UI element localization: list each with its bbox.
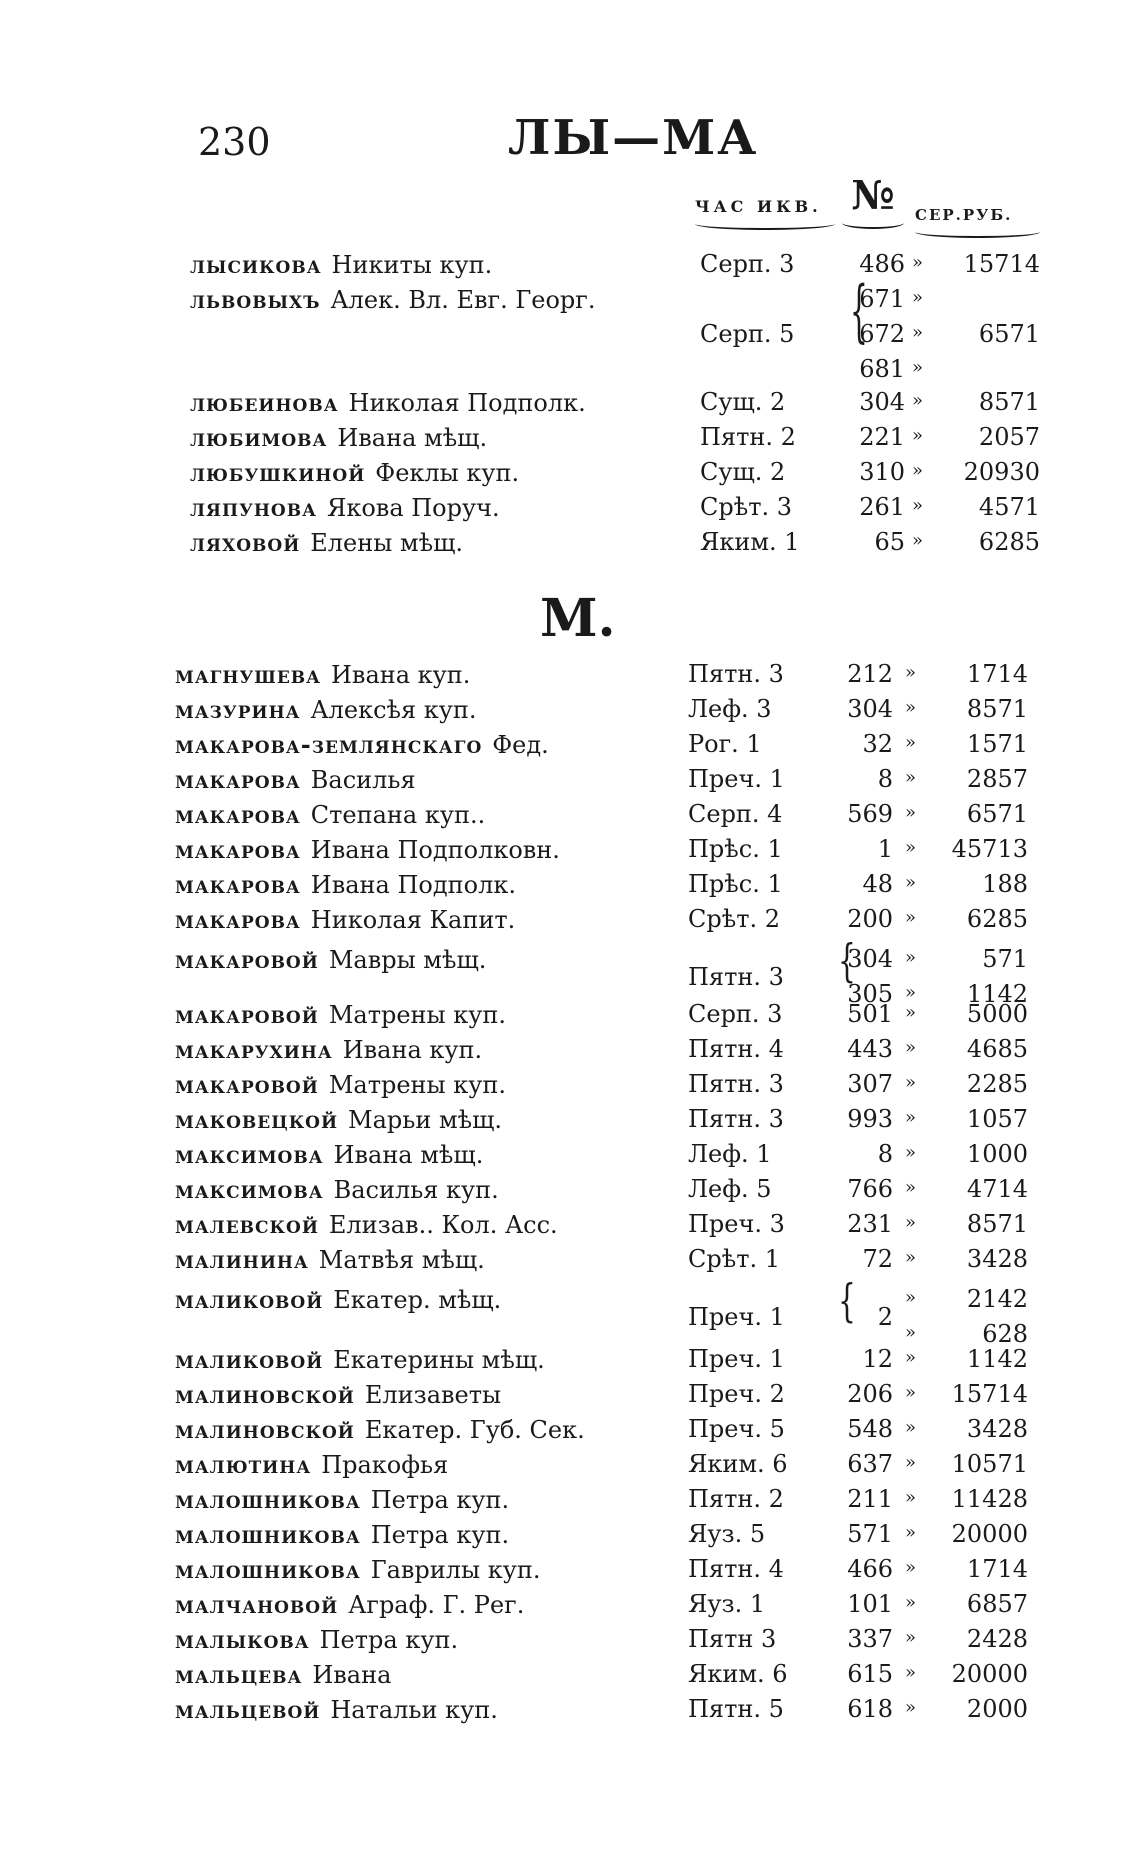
entry-given-name: Петра куп. [370, 1521, 510, 1549]
entry-given-name: Никиты куп. [331, 251, 493, 279]
entry-name [175, 1210, 558, 1239]
entry-parish: Прѣс. 1 [688, 870, 783, 898]
entry-given-name: Ивана Подполк. [310, 871, 516, 899]
entry-number: 672 [859, 320, 905, 348]
entry-parish: Яуз. 1 [688, 1590, 766, 1618]
entry-name [175, 1450, 448, 1479]
entry-mark: » [905, 982, 917, 1003]
entry-amount: 20000 [951, 1520, 1028, 1548]
entry-number: 65 [874, 528, 905, 556]
entry-surname: маликовой [175, 1345, 324, 1374]
entry-surname: макаровой [175, 945, 319, 974]
entry-surname: макаровой [175, 1000, 319, 1029]
entry-surname: максимова [175, 1140, 324, 1169]
entry-name [190, 458, 519, 487]
column-header-rub [915, 206, 1040, 238]
entry-parish: Пятн. 4 [688, 1035, 784, 1063]
entry-amount: 1571 [966, 730, 1028, 758]
entry-number: 221 [859, 423, 905, 451]
entry-mark: » [905, 1002, 917, 1023]
entry-amount: 2057 [978, 423, 1040, 451]
entry-mark: » [912, 390, 924, 411]
entry-given-name: Натальи куп. [330, 1696, 498, 1724]
entry-surname: малиновской [175, 1415, 355, 1444]
section-letter: М. [540, 588, 616, 649]
entry-parish: Пятн 3 [688, 1625, 777, 1653]
entry-surname: ляховой [190, 528, 301, 557]
entry-surname: малютина [175, 1450, 312, 1479]
entry-name [190, 250, 492, 279]
entry-surname: мальцевой [175, 1695, 321, 1724]
entry-given-name: Екатер. Губ. Сек. [364, 1416, 585, 1444]
entry-amount: 4685 [966, 1035, 1028, 1063]
entry-given-name: Пракофья [321, 1451, 449, 1479]
entry-surname: магнушева [175, 660, 321, 689]
entry-given-name: Гаврилы куп. [370, 1556, 541, 1584]
entry-given-name: Василья [310, 766, 416, 794]
entry-parish: Преч. 1 [688, 1345, 785, 1373]
entry-number: 305 [847, 980, 893, 1008]
entry-parish: Прѣс. 1 [688, 835, 783, 863]
entry-mark: » [905, 802, 917, 823]
entry-number: 443 [847, 1035, 893, 1063]
entry-given-name: Екатер. мѣщ. [333, 1286, 502, 1314]
entry-surname: макаровой [175, 1070, 319, 1099]
entry-surname: ляпунова [190, 493, 317, 522]
entry-given-name: Петра куп. [319, 1626, 459, 1654]
entry-name [190, 388, 586, 417]
entry-amount: 571 [982, 945, 1028, 973]
entry-name [190, 285, 596, 314]
entry-given-name: Ивана Подполковн. [310, 836, 560, 864]
entry-name [175, 1590, 524, 1619]
entry-mark: » [905, 1322, 917, 1343]
entry-amount: 6285 [978, 528, 1040, 556]
entry-amount: 10571 [951, 1450, 1028, 1478]
page-number: 230 [198, 120, 271, 164]
entry-given-name: Степана куп.. [310, 801, 486, 829]
entry-amount: 6285 [966, 905, 1028, 933]
running-head: ЛЫ—МА [508, 110, 759, 166]
entry-amount: 6571 [978, 320, 1040, 348]
entry-amount: 2285 [966, 1070, 1028, 1098]
entry-surname: макарова [175, 905, 301, 934]
entry-surname: макарова [175, 835, 301, 864]
entry-mark: » [912, 357, 924, 378]
entry-given-name: Ивана куп. [342, 1036, 483, 1064]
entry-parish: Леф. 5 [688, 1175, 772, 1203]
entry-surname: маликовой [175, 1285, 324, 1314]
entry-surname: макарова [175, 765, 301, 794]
entry-amount: 45713 [951, 835, 1028, 863]
entry-parish: Преч. 3 [688, 1210, 785, 1238]
entry-name [175, 1660, 391, 1689]
entry-surname: малиновской [175, 1380, 355, 1409]
column-header-rub-label: СЕР.РУБ. [915, 206, 1013, 224]
entry-number: 766 [847, 1175, 893, 1203]
entry-mark: » [905, 732, 917, 753]
entry-parish: Пятн. 4 [688, 1555, 784, 1583]
entry-brace: { [838, 1274, 856, 1327]
entry-parish: Пятн. 3 [688, 660, 784, 688]
entry-name [175, 1035, 482, 1064]
entry-surname: мазурина [175, 695, 301, 724]
entry-mark: » [905, 662, 917, 683]
entry-amount: 4714 [966, 1175, 1028, 1203]
entry-parish: Срѣт. 2 [688, 905, 781, 933]
entry-number: 466 [847, 1555, 893, 1583]
entry-parish: Леф. 3 [688, 695, 772, 723]
entry-number: 307 [847, 1070, 893, 1098]
entry-given-name: Матвѣя мѣщ. [318, 1246, 485, 1274]
entry-mark: » [912, 460, 924, 481]
entry-parish: Серп. 5 [700, 320, 795, 348]
entry-amount: 2000 [966, 1695, 1028, 1723]
entry-given-name: Матрены куп. [328, 1001, 507, 1029]
entry-number: 486 [859, 250, 905, 278]
entry-mark: » [905, 837, 917, 858]
entry-number: 212 [847, 660, 893, 688]
entry-number: 681 [859, 355, 905, 383]
entry-mark: » [905, 1177, 917, 1198]
entry-given-name: Николая Подполк. [348, 389, 586, 417]
entry-given-name: Матрены куп. [328, 1071, 507, 1099]
entry-number: 2 [877, 1302, 893, 1331]
entry-given-name: Ивана мѣщ. [333, 1141, 484, 1169]
entry-amount: 15714 [963, 250, 1040, 278]
entry-parish: Пятн. 3 [688, 1105, 784, 1133]
entry-mark: » [905, 1557, 917, 1578]
entry-given-name: Алексѣя куп. [310, 696, 477, 724]
entry-name [175, 1520, 509, 1549]
entry-number: 571 [847, 1520, 893, 1548]
entry-given-name: Екатерины мѣщ. [333, 1346, 545, 1374]
entry-amount: 8571 [978, 388, 1040, 416]
entry-surname: мальцева [175, 1660, 303, 1689]
entry-mark: » [905, 1347, 917, 1368]
entry-amount: 1714 [966, 660, 1028, 688]
entry-number: 310 [859, 458, 905, 486]
entry-mark: » [905, 1072, 917, 1093]
entry-parish: Леф. 1 [688, 1140, 772, 1168]
entry-mark: » [905, 1107, 917, 1128]
entry-parish: Преч. 1 [688, 1302, 785, 1331]
entry-given-name: Ивана [312, 1661, 392, 1689]
entry-amount: 11428 [951, 1485, 1028, 1513]
entry-surname: макарухина [175, 1035, 333, 1064]
entry-amount: 1057 [966, 1105, 1028, 1133]
entry-name [175, 660, 470, 689]
entry-mark: » [905, 1592, 917, 1613]
entry-given-name: Елены мѣщ. [310, 529, 464, 557]
entry-parish: Пятн. 5 [688, 1695, 784, 1723]
entry-mark: » [905, 1382, 917, 1403]
entry-mark: » [905, 907, 917, 928]
entry-surname: любимова [190, 423, 328, 452]
entry-surname: львовыхъ [190, 285, 321, 314]
entry-number: 548 [847, 1415, 893, 1443]
entry-mark: » [905, 1452, 917, 1473]
entry-given-name: Якова Поруч. [326, 494, 500, 522]
entry-parish: Яким. 6 [688, 1660, 788, 1688]
entry-surname: маковецкой [175, 1105, 339, 1134]
entry-number: 8 [877, 1140, 893, 1168]
entry-number: 501 [847, 1000, 893, 1028]
column-header-parish [695, 197, 835, 230]
entry-number: 615 [847, 1660, 893, 1688]
entry-given-name: Мавры мѣщ. [328, 946, 487, 974]
column-header-parish-label: ЧАС ИКВ. [695, 197, 822, 216]
entry-surname: малошникова [175, 1520, 361, 1549]
entry-amount: 6857 [966, 1590, 1028, 1618]
entry-given-name: Феклы куп. [375, 459, 520, 487]
entry-amount: 1142 [966, 1345, 1028, 1373]
entry-surname: максимова [175, 1175, 324, 1204]
entry-mark: » [912, 530, 924, 551]
entry-given-name: Алек. Вл. Евг. Георг. [330, 286, 596, 314]
entry-name [175, 1555, 540, 1584]
entry-given-name: Ивана мѣщ. [337, 424, 488, 452]
entry-name [175, 800, 485, 829]
entry-number: 200 [847, 905, 893, 933]
entry-number: 993 [847, 1105, 893, 1133]
entry-name [175, 945, 486, 974]
entry-mark: » [905, 1697, 917, 1718]
entry-number: 1 [877, 835, 893, 863]
entry-parish: Сущ. 2 [700, 458, 786, 486]
entry-parish: Сущ. 2 [700, 388, 786, 416]
entry-number: 48 [862, 870, 893, 898]
entry-mark: » [905, 1037, 917, 1058]
entry-mark: » [905, 1522, 917, 1543]
entry-parish: Серп. 4 [688, 800, 783, 828]
entry-number: 101 [847, 1590, 893, 1618]
entry-given-name: Марьи мѣщ. [348, 1106, 503, 1134]
entry-mark: » [905, 1417, 917, 1438]
entry-parish: Пятн. 3 [688, 962, 784, 991]
entry-mark: » [905, 1142, 917, 1163]
entry-amount: 3428 [966, 1245, 1028, 1273]
entry-name [175, 1175, 499, 1204]
entry-amount: 20930 [963, 458, 1040, 486]
entry-name [175, 870, 516, 899]
entry-surname: любеинова [190, 388, 339, 417]
entry-number: 12 [862, 1345, 893, 1373]
entry-number: 618 [847, 1695, 893, 1723]
entry-mark: » [905, 1627, 917, 1648]
entry-name [175, 1285, 501, 1314]
entry-name [175, 765, 416, 794]
entry-number: 206 [847, 1380, 893, 1408]
entry-name [175, 1105, 502, 1134]
entry-surname: малчановой [175, 1590, 339, 1619]
entry-given-name: Елизав.. Кол. Асс. [328, 1211, 558, 1239]
entry-parish: Серп. 3 [700, 250, 795, 278]
entry-surname: любушкиной [190, 458, 366, 487]
entry-parish: Преч. 5 [688, 1415, 785, 1443]
entry-name [190, 423, 487, 452]
entry-number: 304 [847, 695, 893, 723]
entry-mark: » [912, 425, 924, 446]
column-header-number [842, 172, 904, 229]
entry-mark: » [905, 767, 917, 788]
entry-mark: » [905, 872, 917, 893]
entry-name [175, 695, 477, 724]
entry-name [175, 1625, 458, 1654]
entry-number: 569 [847, 800, 893, 828]
entry-name [175, 1415, 585, 1444]
entry-amount: 8571 [966, 695, 1028, 723]
entry-surname: малошникова [175, 1555, 361, 1584]
entry-given-name: Петра куп. [370, 1486, 510, 1514]
entry-amount: 1000 [966, 1140, 1028, 1168]
entry-surname: малошникова [175, 1485, 361, 1514]
entry-surname: малевской [175, 1210, 319, 1239]
entry-given-name: Ивана куп. [331, 661, 471, 689]
entry-name [175, 1695, 498, 1724]
entry-amount: 1142 [966, 980, 1028, 1008]
entry-parish: Рог. 1 [688, 730, 762, 758]
entry-number: 671 [859, 285, 905, 313]
entry-given-name: Елизаветы [364, 1381, 502, 1409]
entry-number: 304 [847, 945, 893, 973]
entry-name [190, 528, 463, 557]
entry-name [175, 1485, 509, 1514]
entry-mark: » [905, 1662, 917, 1683]
entry-name [175, 1000, 506, 1029]
entry-number: 72 [862, 1245, 893, 1273]
entry-mark: » [905, 1287, 917, 1308]
entry-mark: » [905, 947, 917, 968]
entry-parish: Пятн. 2 [700, 423, 796, 451]
entry-given-name: Аграф. Г. Рег. [348, 1591, 525, 1619]
entry-name [175, 1070, 506, 1099]
entry-parish: Яким. 1 [700, 528, 800, 556]
entry-parish: Серп. 3 [688, 1000, 783, 1028]
entry-amount: 3428 [966, 1415, 1028, 1443]
entry-amount: 1714 [966, 1555, 1028, 1583]
entry-given-name: Николая Капит. [310, 906, 516, 934]
entry-parish: Яуз. 5 [688, 1520, 766, 1548]
entry-name [175, 730, 549, 759]
entry-amount: 628 [982, 1320, 1028, 1348]
entry-number: 231 [847, 1210, 893, 1238]
entry-name [175, 905, 515, 934]
entry-surname: макарова [175, 800, 301, 829]
entry-amount: 188 [982, 870, 1028, 898]
entry-number: 304 [859, 388, 905, 416]
entry-parish: Пятн. 3 [688, 1070, 784, 1098]
entry-amount: 5000 [966, 1000, 1028, 1028]
entry-amount: 15714 [951, 1380, 1028, 1408]
entry-mark: » [912, 252, 924, 273]
entry-given-name: Фед. [492, 731, 549, 759]
entry-surname: макарова [175, 870, 301, 899]
entry-number: 8 [877, 765, 893, 793]
entry-mark: » [905, 1487, 917, 1508]
entry-mark: » [912, 322, 924, 343]
entry-amount: 4571 [978, 493, 1040, 521]
entry-name [175, 1140, 483, 1169]
entry-brace: { [850, 271, 868, 351]
entry-surname: малыкова [175, 1625, 310, 1654]
column-header-brace [915, 226, 1040, 238]
entry-number: 337 [847, 1625, 893, 1653]
entry-name [175, 1245, 485, 1274]
entry-parish: Преч. 2 [688, 1380, 785, 1408]
entry-parish: Срѣт. 3 [700, 493, 793, 521]
entry-given-name: Василья куп. [333, 1176, 499, 1204]
entry-surname: лысикова [190, 250, 322, 279]
entry-surname: малинина [175, 1245, 309, 1274]
entry-amount: 2857 [966, 765, 1028, 793]
entry-parish: Яким. 6 [688, 1450, 788, 1478]
entry-number: 32 [862, 730, 893, 758]
entry-amount: 2428 [966, 1625, 1028, 1653]
entry-mark: » [905, 697, 917, 718]
column-header-number-label: № [851, 172, 895, 219]
entry-mark: » [912, 287, 924, 308]
entry-name [175, 1345, 545, 1374]
entry-number: 211 [847, 1485, 893, 1513]
entry-parish: Срѣт. 1 [688, 1245, 781, 1273]
entry-amount: 6571 [966, 800, 1028, 828]
entry-name [175, 1380, 501, 1409]
entry-mark: » [905, 1212, 917, 1233]
entry-amount: 8571 [966, 1210, 1028, 1238]
entry-surname: макарова-землянскаго [175, 730, 483, 759]
entry-mark: » [912, 495, 924, 516]
entry-name [175, 835, 560, 864]
entry-brace: { [838, 934, 856, 987]
entry-number: 637 [847, 1450, 893, 1478]
entry-number: 261 [859, 493, 905, 521]
entry-name [190, 493, 500, 522]
entry-parish: Пятн. 2 [688, 1485, 784, 1513]
entry-parish: Преч. 1 [688, 765, 785, 793]
entry-mark: » [905, 1247, 917, 1268]
entry-amount: 2142 [966, 1285, 1028, 1313]
column-header-brace [695, 218, 835, 230]
entry-amount: 20000 [951, 1660, 1028, 1688]
